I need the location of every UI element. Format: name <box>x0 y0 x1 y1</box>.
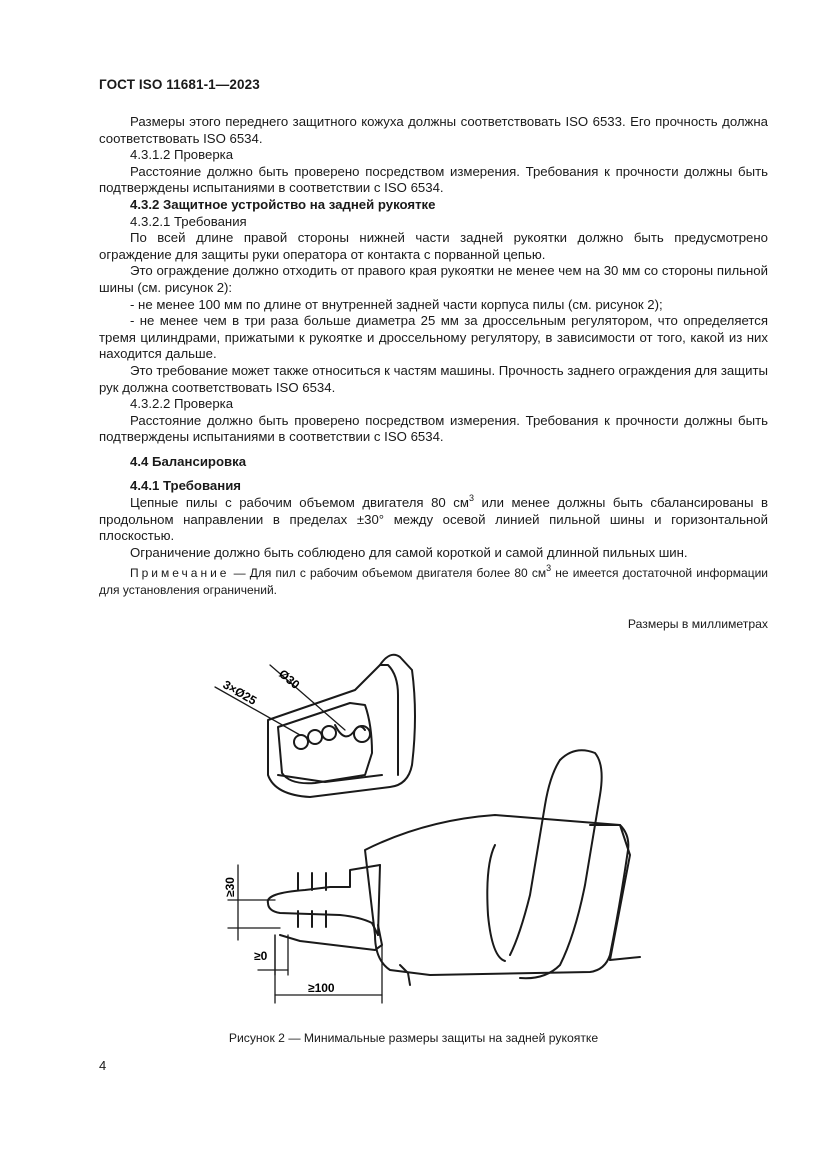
section-heading: 4.4 Балансировка <box>130 453 247 469</box>
note <box>99 565 768 598</box>
dim-label-d30: Ø30 <box>276 666 303 692</box>
paragraph-text: или менее должны быть сбалансированы в продольном направлении в пределах ±30° между осевой линией пильной шины и горизонтальной плоскостью. <box>99 495 768 544</box>
subsection-heading: 4.3.2.1 Требования <box>130 213 247 229</box>
paragraph: Расстояние должно быть проверено посредством измерения. Требования к прочности должны быть подтверждены испытаниями в соответствии с ISO 6534. <box>99 163 768 196</box>
figure-drawing <box>150 635 670 1020</box>
paragraph <box>99 492 768 545</box>
superscript: 3 <box>468 492 474 503</box>
note-text: — Для пил с рабочим объемом двигателя более 80 см <box>229 566 547 581</box>
units-label: Размеры в миллиметрах <box>627 617 768 631</box>
paragraph: Это требование может также относиться к частям машины. Прочность заднего ограждения для защиты рук должна соответствовать ISO 6534. <box>99 362 768 395</box>
superscript: 3 <box>546 563 552 574</box>
chainsaw-handle-drawing <box>150 635 670 1020</box>
main-handle-view <box>268 750 640 985</box>
body-text <box>99 114 768 599</box>
dim-label-ge30: ≥30 <box>223 877 237 897</box>
dim-label-3xd25: 3×Ø25 <box>220 677 260 708</box>
paragraph: Ограничение должно быть соблюдено для самой короткой и самой длинной пильных шин. <box>130 544 688 560</box>
paragraph-text: Цепные пилы с рабочим объемом двигателя 80 см <box>130 495 469 511</box>
subsection-heading: 4.3.1.2 Проверка <box>130 147 234 163</box>
paragraph: По всей длине правой стороны нижней части задней рукоятки должно быть предусмотрено ограждение для защиты руки оператора от контакта с порванной цепью. <box>99 230 768 262</box>
dim-label-ge0: ≥0 <box>254 949 268 963</box>
dim-label-ge100: ≥100 <box>308 981 335 995</box>
subsection-heading: 4.4.1 Требования <box>130 478 241 494</box>
note-label: Примечание <box>130 566 230 581</box>
dimension-lines <box>228 865 382 1003</box>
paragraph: Это ограждение должно отходить от правого края рукоятки не менее чем на 30 мм со стороны пильной шины (см. рисунок 2): <box>99 263 768 295</box>
paragraph: Размеры этого переднего защитного кожуха должны соответствовать ISO 6533. Его прочность должна соответствовать ISO 6534. <box>99 114 768 146</box>
paragraph: Расстояние должно быть проверено посредством измерения. Требования к прочности должны быть подтверждены испытаниями в соответствии с ISO 6534. <box>99 412 768 445</box>
list-item: - не менее чем в три раза больше диаметра 25 мм за дроссельным регулятором, что определяется тремя цилиндрами, прижатыми к рукоятке и дроссельному регулятору, в зависимости от того, какой из них находится дальше. <box>99 313 768 362</box>
list-item: - не менее 100 мм по длине от внутренней задней части корпуса пилы (см. рисунок 2); <box>130 296 663 312</box>
document-header: ГОСТ ISO 11681-1—2023 <box>99 77 260 92</box>
page-number: 4 <box>99 1058 107 1073</box>
figure-caption: Рисунок 2 — Минимальные размеры защиты на задней рукоятке <box>228 1031 599 1045</box>
note-text: не имеется достаточной информации для установления ограничений. <box>99 566 768 598</box>
subsection-heading: 4.3.2 Защитное устройство на задней рукоятке <box>130 196 436 212</box>
subsection-heading: 4.3.2.2 Проверка <box>130 396 234 412</box>
